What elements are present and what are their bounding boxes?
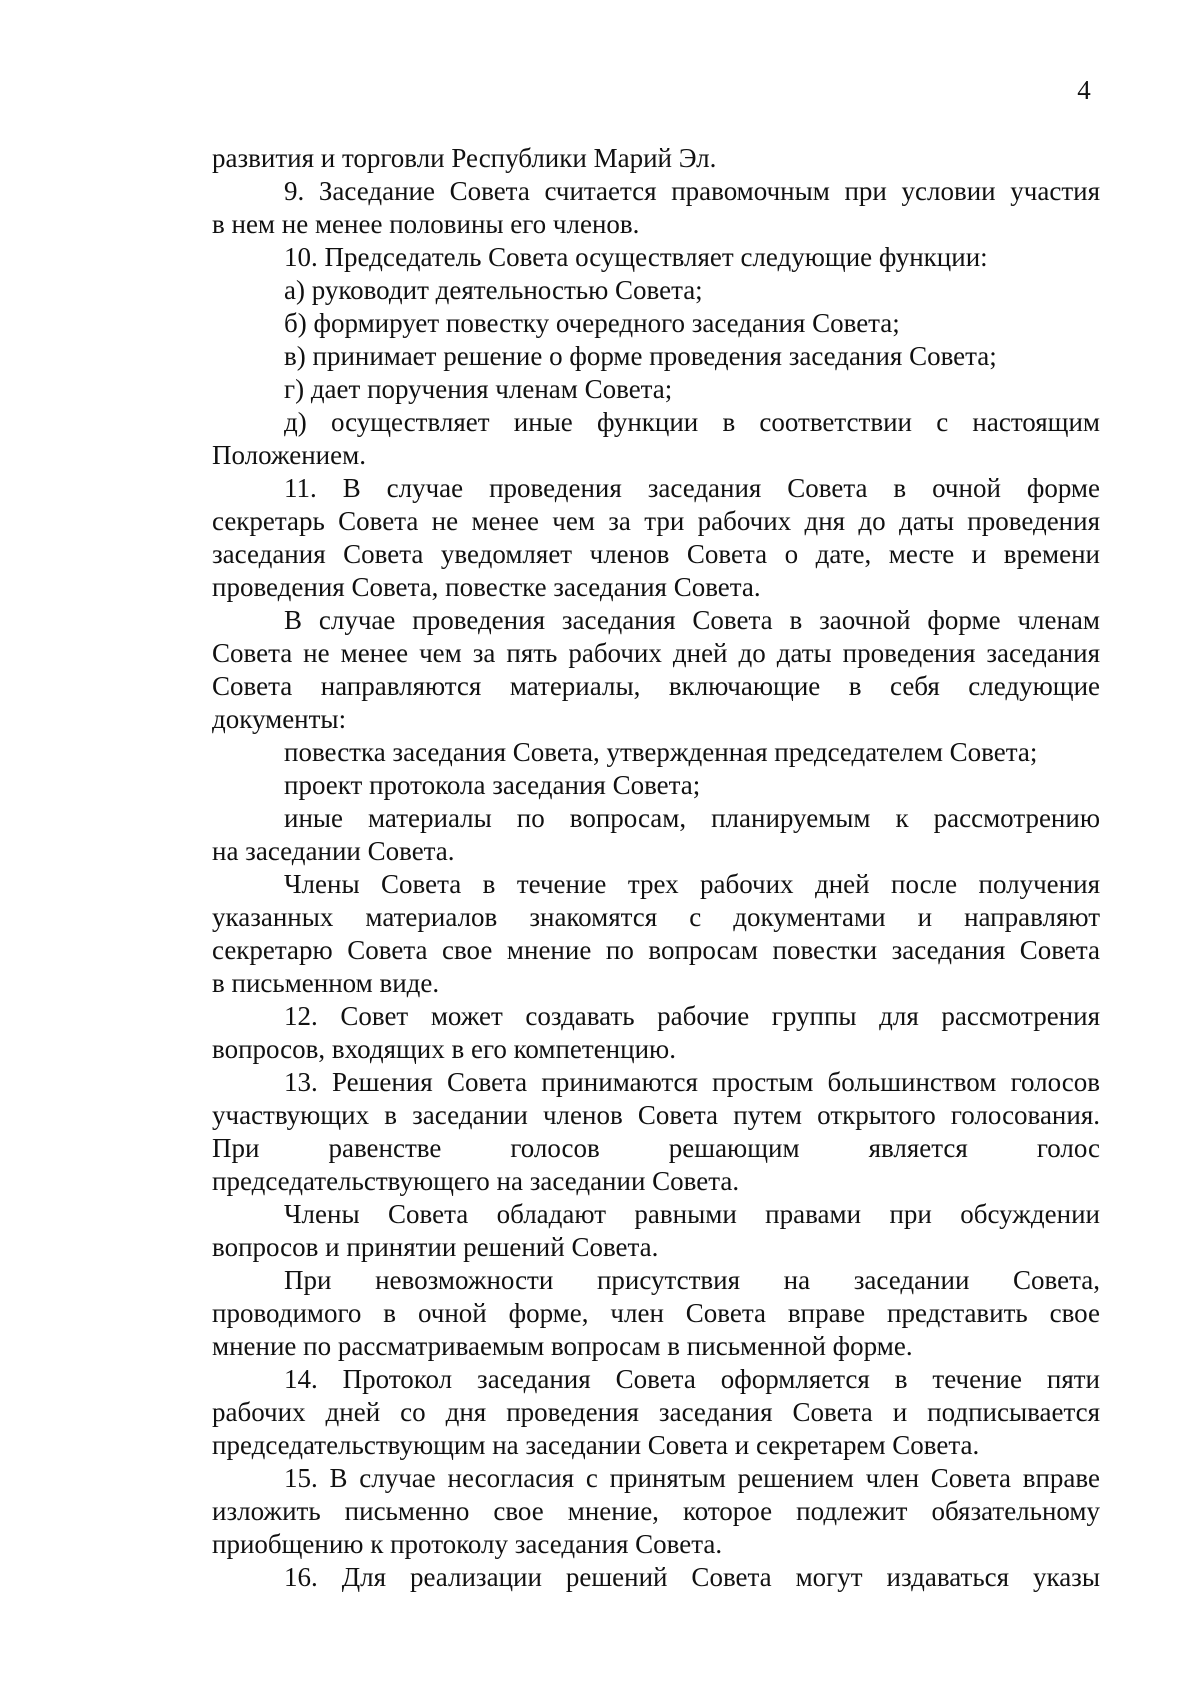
text-line: изложить письменно свое мнение, которое подлежит обязательному: [212, 1496, 1100, 1526]
text-line: заседания Совета уведомляет членов Совета о дате, месте и времени: [212, 539, 1100, 569]
text-line: секретарю Совета свое мнение по вопросам повестки заседания Совета: [212, 935, 1100, 965]
text-line: приобщению к протоколу заседания Совета.: [212, 1529, 723, 1559]
text-line: 11. В случае проведения заседания Совета в очной форме: [284, 473, 1100, 503]
text-line: председательствующего на заседании Совета.: [212, 1166, 740, 1196]
text-line: вопросов и принятии решений Совета.: [212, 1232, 659, 1262]
text-line: В случае проведения заседания Совета в заочной форме членам: [284, 605, 1100, 635]
text-line: а) руководит деятельностью Совета;: [284, 275, 703, 305]
text-line: Члены Совета в течение трех рабочих дней после получения: [284, 869, 1100, 899]
text-line: 13. Решения Совета принимаются простым большинством голосов: [284, 1067, 1100, 1097]
text-line: проведения Совета, повестке заседания Совета.: [212, 572, 761, 602]
text-line: мнение по рассматриваемым вопросам в письменной форме.: [212, 1331, 913, 1361]
text-line: проект протокола заседания Совета;: [284, 770, 701, 800]
text-line: участвующих в заседании членов Совета путем открытого голосования.: [212, 1100, 1100, 1130]
text-line: При равенстве голосов решающим является голос: [212, 1133, 1100, 1163]
text-line: в письменном виде.: [212, 968, 440, 998]
text-line: развития и торговли Республики Марий Эл.: [212, 143, 717, 173]
text-line: в) принимает решение о форме проведения заседания Совета;: [284, 341, 997, 371]
text-line: секретарь Совета не менее чем за три рабочих дня до даты проведения: [212, 506, 1100, 536]
text-line: в нем не менее половины его членов.: [212, 209, 640, 239]
text-line: д) осуществляет иные функции в соответствии с настоящим: [284, 407, 1100, 437]
text-line: повестка заседания Совета, утвержденная председателем Совета;: [284, 737, 1038, 767]
text-line: Положением.: [212, 440, 366, 470]
text-line: документы:: [212, 704, 347, 734]
text-line: 15. В случае несогласия с принятым решением член Совета вправе: [284, 1463, 1100, 1493]
page-number: 4: [1077, 75, 1091, 105]
text-line: б) формирует повестку очередного заседания Совета;: [284, 308, 900, 338]
text-line: Члены Совета обладают равными правами при обсуждении: [284, 1199, 1100, 1229]
text-line: 14. Протокол заседания Совета оформляется в течение пяти: [284, 1364, 1100, 1394]
text-line: проводимого в очной форме, член Совета вправе представить свое: [212, 1298, 1100, 1328]
text-line: указанных материалов знакомятся с документами и направляют: [212, 902, 1100, 932]
text-line: вопросов, входящих в его компетенцию.: [212, 1034, 676, 1064]
text-line: иные материалы по вопросам, планируемым к рассмотрению: [284, 803, 1100, 833]
text-line: на заседании Совета.: [212, 836, 455, 866]
text-line: рабочих дней со дня проведения заседания Совета и подписывается: [212, 1397, 1100, 1427]
text-line: председательствующим на заседании Совета и секретарем Совета.: [212, 1430, 980, 1460]
text-line: При невозможности присутствия на заседании Совета,: [284, 1265, 1100, 1295]
document-body: [212, 142, 1100, 1594]
text-line: 10. Председатель Совета осуществляет следующие функции:: [284, 242, 988, 272]
text-line: 9. Заседание Совета считается правомочным при условии участия: [284, 176, 1100, 206]
text-line: 12. Совет может создавать рабочие группы для рассмотрения: [284, 1001, 1100, 1031]
text-line: 16. Для реализации решений Совета могут издаваться указы: [284, 1562, 1100, 1592]
text-line: г) дает поручения членам Совета;: [284, 374, 673, 404]
text-line: Совета направляются материалы, включающие в себя следующие: [212, 671, 1100, 701]
text-line: Совета не менее чем за пять рабочих дней до даты проведения заседания: [212, 638, 1100, 668]
